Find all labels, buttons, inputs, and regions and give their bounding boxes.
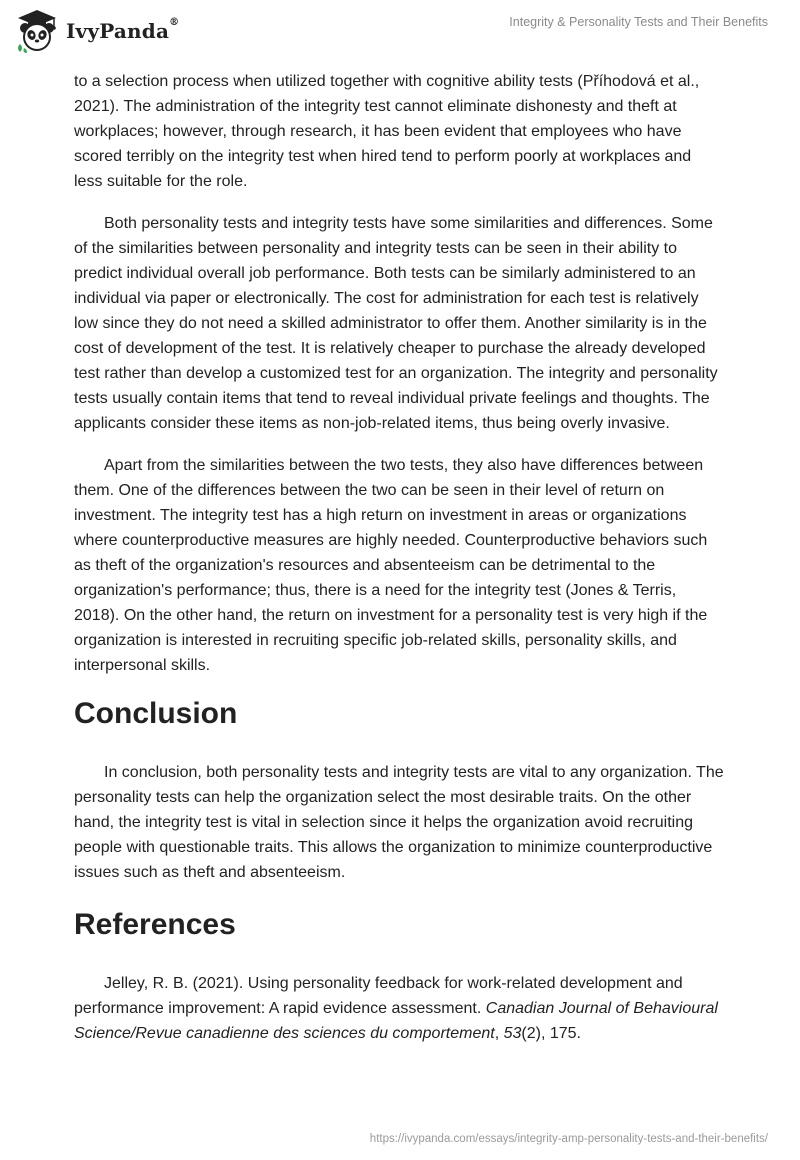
references-heading: References [74, 908, 236, 941]
logo[interactable] [14, 8, 179, 54]
logo-text: IvyPanda® [66, 17, 180, 43]
reference-entry: Jelley, R. B. (2021). Using personality feedback for work-related development and performance improvement: A rapid evidence assessment. Canadian Journal of Behavioural Science/Revue canadienne des sciences du comportement, 53(2), 175. [74, 975, 718, 1042]
reference-journal: Canadian Journal of Behavioural Science/Revue canadienne des sciences du comportement [74, 1000, 718, 1042]
document-title: Integrity & Personality Tests and Their Benefits [509, 15, 768, 29]
page-header [0, 0, 800, 60]
reference-volume: 53 [503, 1025, 522, 1042]
conclusion-paragraph: In conclusion, both personality tests and integrity tests are vital to any organization. The personality tests can help the organization select the most desirable traits. On the other hand, the integrity test is vital in selection since it helps the organization avoid recruiting people with questionable traits. This allows the organization to minimize counterproductive issues such as theft and absenteeism. [74, 764, 724, 881]
paragraph-similarities: Both personality tests and integrity tests have some similarities and differences. Some of the similarities between personality and integrity tests can be seen in their ability to predict individual overall job performance. Both tests can be similarly administered to an individual via paper or electronically. The cost for administration for each test is relatively low since they do not need a skilled administrator to offer them. Another similarity is in the cost of development of the test. It is relatively cheaper to purchase the already developed test rather than develop a customized test for an organization. The integrity and personality tests usually contain items that tend to reveal individual private feelings and thoughts. The applicants consider these items as non-job-related items, thus being overly invasive. [74, 215, 718, 432]
footer-url[interactable]: https://ivypanda.com/essays/integrity-amp-personality-tests-and-their-benefits/ [369, 1133, 768, 1145]
paragraph-continuation: to a selection process when utilized together with cognitive ability tests (Příhodová et al., 2021). The administration of the integrity test cannot eliminate dishonesty and theft at workplaces; however, through research, it has been evident that employees who have scored terribly on the integrity test when hired tend to perform poorly at workplaces and less suitable for the role. [74, 73, 700, 190]
essay-content [74, 69, 724, 1046]
conclusion-heading: Conclusion [74, 697, 238, 730]
panda-graduate-icon [14, 8, 60, 54]
paragraph-differences: Apart from the similarities between the two tests, they also have differences between them. One of the differences between the two can be seen in their level of return on investment. The integrity test has a high return on investment in areas or organizations where counterproductive measures are highly needed. Counterproductive behaviors such as theft of the organization's resources and absenteeism can be detrimental to the organization's performance; thus, there is a need for the integrity test (Jones & Terris, 2018). On the other hand, the return on investment for a personality test is very high if the organization is interested in recruiting specific job-related skills, personality skills, and interpersonal skills. [74, 457, 708, 674]
